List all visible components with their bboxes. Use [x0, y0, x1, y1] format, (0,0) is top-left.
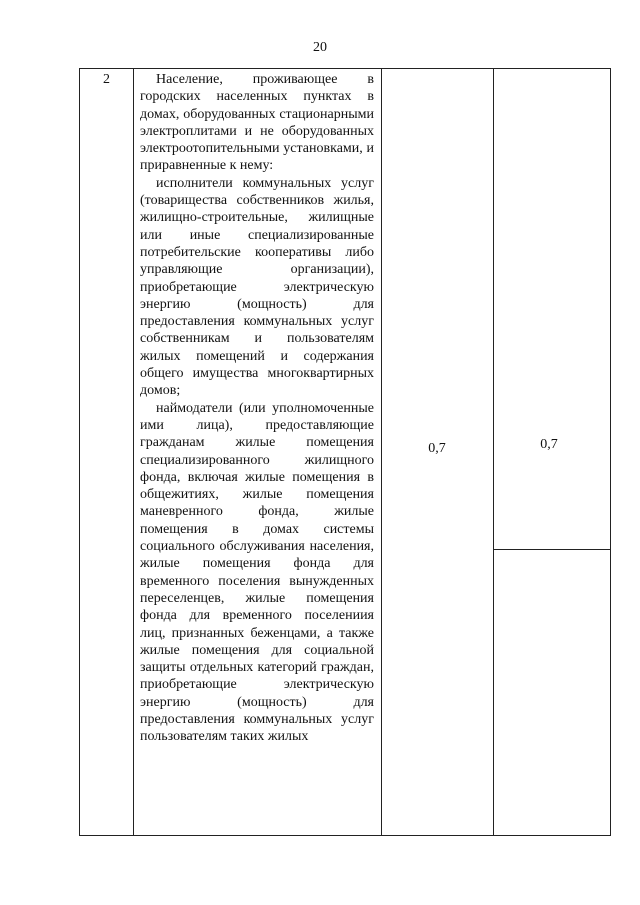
tariff-table	[79, 68, 611, 836]
page-number: 20	[313, 40, 327, 55]
cell-divider	[493, 549, 610, 550]
value-column-4: 0,7	[540, 437, 558, 452]
description-paragraph: исполнители коммунальных услуг (товарищества собственников жилья, жилищно-строительные, жилищные или иные специализированные потребительские кооперативы либо управляющие организации), приобретающие электрическую энергию (мощность) для предоставления коммунальных услуг собственникам и пользователям жилых помещений и содержания общего имущества многоквартирных домов;	[140, 175, 374, 399]
row-description	[140, 71, 374, 746]
description-paragraph: наймодатели (или уполномоченные ими лица), предоставляющие гражданам жилые помещения специализированного жилищного фонда, включая жилые помещения в общежитиях, жилые помещения маневренного фонда, жилые помещения в домах системы социального обслуживания населения, жилые помещения фонда для временного поселения вынужденных переселенцев, жилые помещения фонда для временного поселениия лиц, признанных беженцами, а также жилые помещения для социальной защиты отдельных категорий граждан, приобретающие электрическую энергию (мощность) для предоставления коммунальных услуг пользователям таких жилых	[140, 400, 374, 745]
column-divider	[133, 69, 134, 835]
description-paragraph: Население, проживающее в городских населенных пунктах в домах, оборудованных стационарными электроплитами и не оборудованных электроотопительными установками, и приравненные к нему:	[140, 72, 374, 174]
value-column-3: 0,7	[428, 441, 446, 456]
row-number: 2	[103, 72, 110, 87]
